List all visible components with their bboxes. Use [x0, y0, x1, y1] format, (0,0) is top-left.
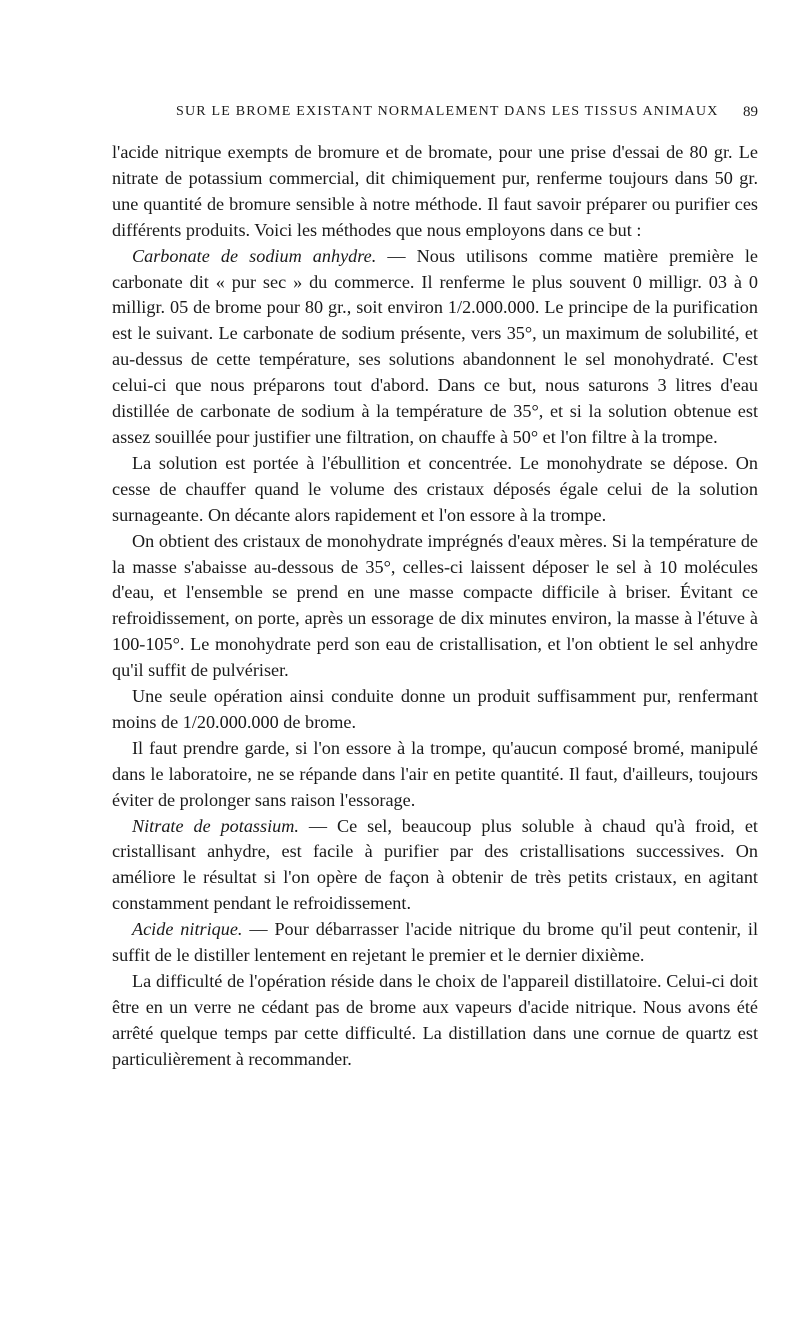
section-title-carbonate: Carbonate de sodium anhydre.: [132, 245, 377, 266]
paragraph-intro-continuation: [112, 140, 758, 244]
paragraph-carbonate-de-sodium: [112, 244, 758, 451]
paragraph-text: La difficulté de l'opération réside dans le choix de l'appareil distillatoire. Celui-ci doit être en un verre ne cédant pas de brome aux vapeurs d'acide nitrique. Nous avons été arrêté quelque temps par cette difficulté. La distillation dans une cornue de quartz est particulièrement à recommander.: [112, 971, 758, 1069]
page-number: 89: [743, 104, 758, 120]
paragraph-text: — Pour débarrasser l'acide nitrique du brome qu'il peut contenir, il suffit de le distiller lentement en rejetant le premier et le dernier dixième.: [112, 919, 758, 966]
paragraph-acide-nitrique: [112, 917, 758, 969]
paragraph-operation-unique: [112, 684, 758, 736]
paragraph-text: Il faut prendre garde, si l'on essore à la trompe, qu'aucun composé bromé, manipulé dans le laboratoire, ne se répande dans l'air en petite quantité. Il faut, d'ailleurs, toujours éviter de prolonger sans raison l'essorage.: [112, 737, 758, 810]
paragraph-text: La solution est portée à l'ébullition et concentrée. Le monohydrate se dépose. On cesse de chauffer quand le volume des cristaux déposés égale celui de la solution surnageante. On décante alors rapidement et l'on essore à la trompe.: [112, 452, 758, 525]
paragraph-precaution: [112, 736, 758, 814]
section-title-nitrate: Nitrate de potassium.: [132, 815, 299, 836]
running-title: SUR LE BROME EXISTANT NORMALEMENT DANS LES TISSUS ANIMAUX: [176, 104, 719, 119]
paragraph-text: l'acide nitrique exempts de bromure et de bromate, pour une prise d'essai de 80 gr. Le nitrate de potassium commercial, dit chimiquement pur, renferme toujours dans 50 gr. une quantité de bromure sensible à notre méthode. Il faut savoir préparer ou purifier ces différents produits. Voici les méthodes que nous employons dans ce but :: [112, 142, 758, 240]
paragraph-text: Une seule opération ainsi conduite donne un produit suffisamment pur, renfermant moins de 1/20.000.000 de brome.: [112, 686, 758, 732]
paragraph-text: On obtient des cristaux de monohydrate imprégnés d'eaux mères. Si la température de la masse s'abaisse au-dessous de 35°, celles-ci laissent déposer le sel à 10 molécules d'eau, et l'ensemble se prend en une masse compacte difficile à briser. Évitant ce refroidissement, on porte, après un essorage de dix minutes environ, la masse à l'étuve à 100-105°. Le monohydrate perd son eau de cristallisation, et l'on obtient le sel anhydre qu'il suffit de pulvériser.: [112, 530, 758, 681]
section-title-acide: Acide nitrique.: [132, 919, 243, 940]
paragraph-monohydrate: [112, 529, 758, 684]
paragraph-distillation: [112, 969, 758, 1073]
paragraph-text: — Ce sel, beaucoup plus soluble à chaud qu'à froid, et cristallisant anhydre, est facile à purifier par des cristallisations successives. On améliore le résultat si l'on opère de façon à obtenir de très petits cristaux, en agitant constamment pendant le refroidissement.: [112, 815, 758, 914]
body-text: [112, 140, 758, 1073]
running-header: [176, 104, 758, 128]
paragraph-ebullition: [112, 451, 758, 529]
paragraph-text: — Nous utilisons comme matière première le carbonate dit « pur sec » du commerce. Il renferme le plus souvent 0 milligr. 03 à 0 milligr. 05 de brome pour 80 gr., soit environ 1/2.000.000. Le principe de la purification est le suivant. Le carbonate de sodium présente, vers 35°, un maximum de solubilité, et au-dessus de cette température, ses solutions abandonnent le sel monohydraté. C'est celui-ci que nous préparons tout d'abord. Dans ce but, nous saturons 3 litres d'eau distillée de carbonate de sodium à la température de 35°, et si la solution obtenue est assez souillée pour justifier une filtration, on chauffe à 50° et l'on filtre à la trompe.: [112, 245, 758, 447]
paragraph-nitrate-de-potassium: [112, 814, 758, 918]
